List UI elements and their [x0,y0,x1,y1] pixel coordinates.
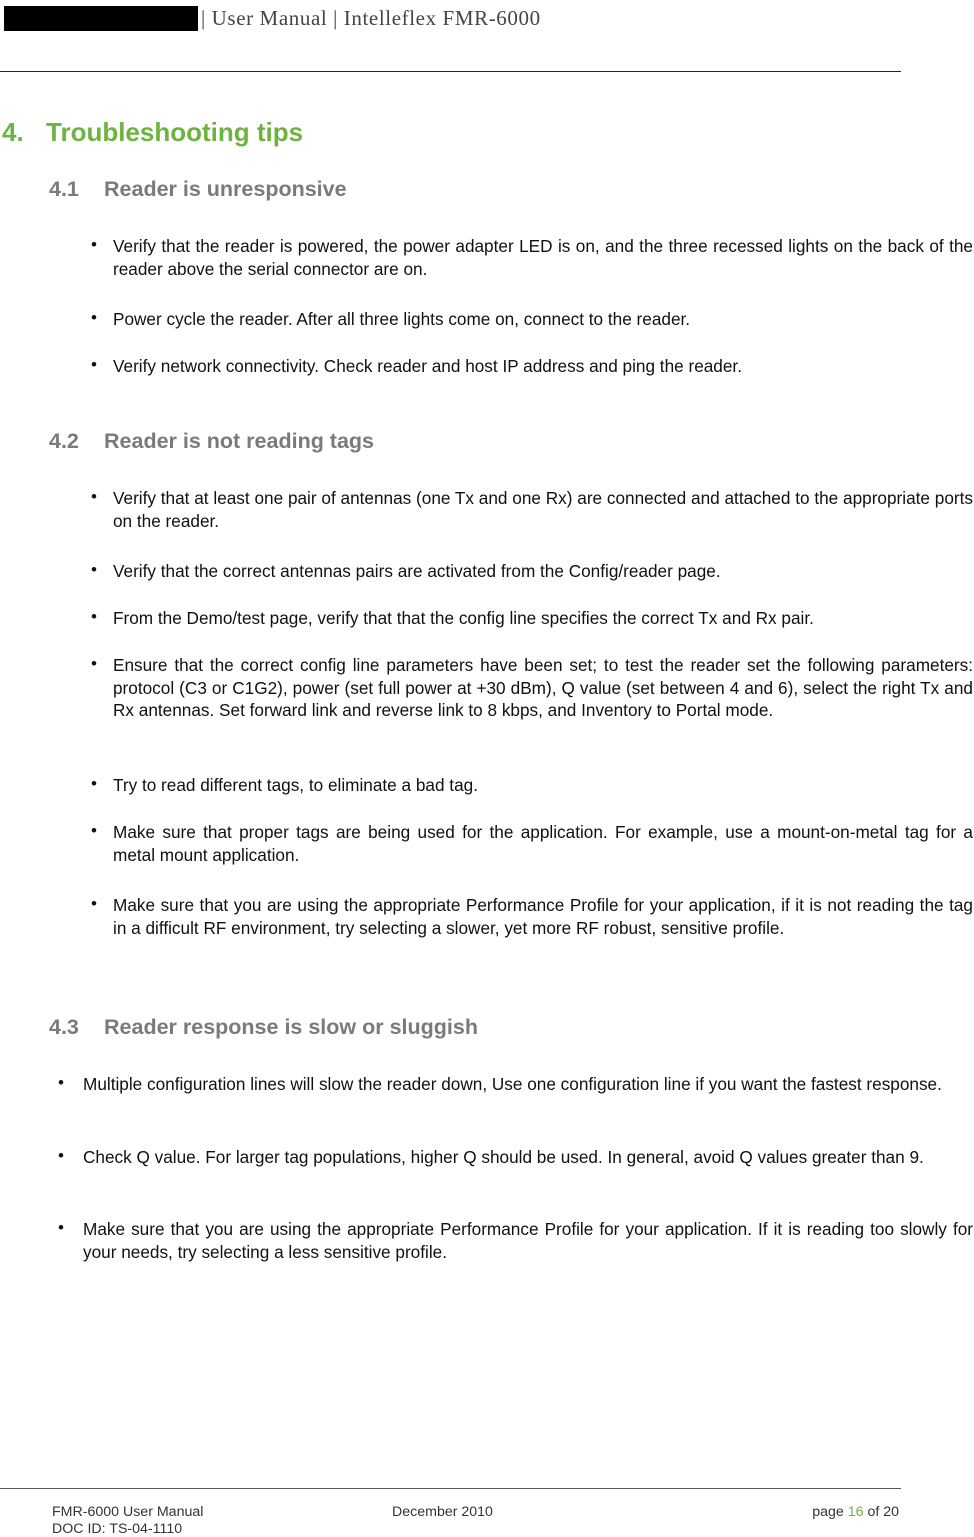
section-heading-4-1 [49,177,347,202]
list-item: Check Q value. For larger tag populations, higher Q should be used. In general, avoid Q values greater than 9. [83,1147,924,1167]
bullet: • [91,355,97,374]
page-current: 16 [847,1504,864,1520]
bullet: • [91,607,97,626]
bullet: • [91,235,97,254]
footer-page-number [812,1504,899,1520]
section-title: Reader is not reading tags [104,429,375,453]
section-number: 4.1 [49,177,79,201]
chapter-title: Troubleshooting tips [46,117,304,147]
bullet: • [58,1218,64,1237]
list-item: Power cycle the reader. After all three lights come on, connect to the reader. [113,309,691,329]
bullet: • [91,821,97,840]
footer-manual-name: FMR-6000 User Manual [52,1504,204,1520]
section-title: Reader is unresponsive [104,177,347,201]
list-item: Try to read different tags, to eliminate a bad tag. [113,775,478,795]
list-item: Verify that the correct antennas pairs are activated from the Config/reader page. [113,561,721,581]
list-item: Make sure that you are using the appropriate Performance Profile for your application. If it is reading too slowly for your needs, try selecting a less sensitive profile. [83,1219,973,1262]
list-item: Verify network connectivity. Check reader and host IP address and ping the reader. [113,356,742,376]
bullet: • [91,487,97,506]
section-number: 4.2 [49,429,79,453]
list-item: Multiple configuration lines will slow the reader down, Use one configuration line if you want the fastest response. [83,1074,942,1094]
header-title: | User Manual | Intelleflex FMR-6000 [201,6,541,30]
bullet: • [91,560,97,579]
bullet: • [58,1073,64,1092]
page-suffix: of 20 [863,1504,899,1520]
list-item: From the Demo/test page, verify that that the config line specifies the correct Tx and Rx pair. [113,608,814,628]
section-heading-4-3 [49,1015,478,1040]
list-item: Make sure that you are using the appropriate Performance Profile for your application, if it is not reading the tag in a difficult RF environment, try selecting a slower, yet more RF robust, sensitive profile. [113,895,973,938]
section-number: 4.3 [49,1015,79,1039]
bullet: • [91,894,97,913]
footer-divider [0,1488,901,1489]
list-item: Make sure that proper tags are being used for the application. For example, use a mount-on-metal tag for a metal mount application. [113,822,973,865]
section-heading-4-2 [49,429,374,454]
footer-doc-id: DOC ID: TS-04-1110 [52,1521,183,1537]
chapter-heading [2,117,303,148]
list-item: Verify that at least one pair of antennas (one Tx and one Rx) are connected and attached to the appropriate ports on the reader. [113,488,973,531]
page-prefix: page [812,1504,848,1520]
bullet: • [58,1146,64,1165]
section-title: Reader response is slow or sluggish [104,1015,478,1039]
list-item: Verify that the reader is powered, the power adapter LED is on, and the three recessed lights on the back of the reader above the serial connector are on. [113,236,973,279]
chapter-number: 4. [2,117,24,147]
header-logo-block [4,6,198,31]
bullet: • [91,774,97,793]
header-divider [0,71,901,72]
bullet: • [91,654,97,673]
footer-date: December 2010 [392,1504,493,1520]
bullet: • [91,308,97,327]
list-item: Ensure that the correct config line parameters have been set; to test the reader set the following parameters: protocol (C3 or C1G2), power (set full power at +30 dBm), Q value (set between 4 and 6), select the right Tx and Rx antennas. Set forward link and reverse link to 8 kbps, and Inventory to Portal mode. [113,655,973,720]
